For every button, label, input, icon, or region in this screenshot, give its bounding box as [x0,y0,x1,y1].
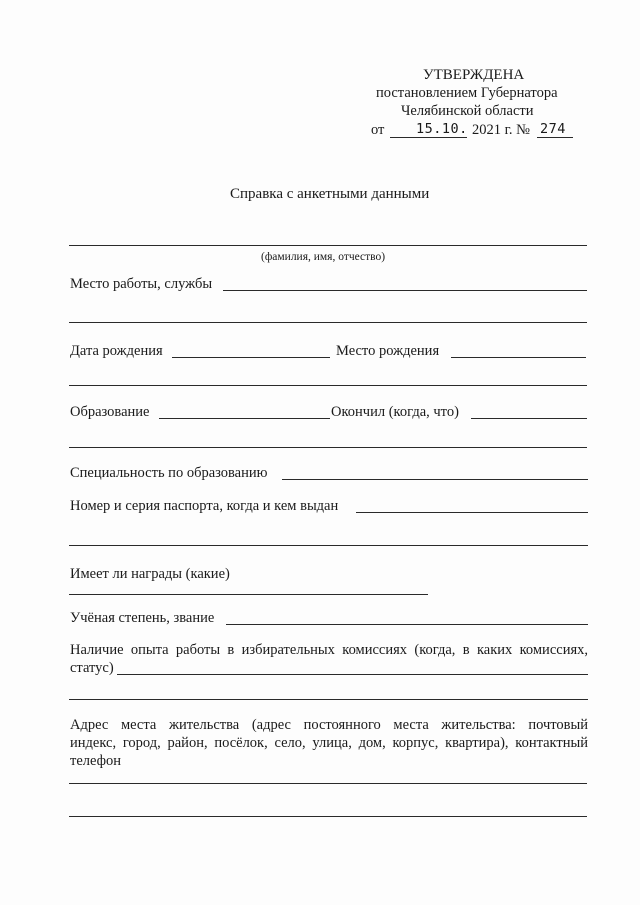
from-label: от [371,122,385,138]
decree-label: постановлением Губернатора [376,85,558,101]
experience-label-line2: статус) [70,660,114,676]
workplace-label: Место работы, службы [70,276,213,292]
workplace-line[interactable] [223,290,587,291]
approved-label: УТВЕРЖДЕНА [423,67,525,83]
birth-place-label: Место рождения [336,343,440,359]
address-label-line2: индекс, город, район, посёлок, село, улица, дом, корпус, квартира), контактный [70,735,588,751]
specialty-line[interactable] [282,479,588,480]
fio-caption: (фамилия, имя, отчество) [261,251,386,263]
education-label: Образование [70,404,150,420]
address-line-1[interactable] [69,783,587,784]
awards-label: Имеет ли награды (какие) [70,566,230,582]
birth-place-line[interactable] [451,357,586,358]
address-line-2[interactable] [69,816,587,817]
passport-line[interactable] [356,512,588,513]
experience-line[interactable] [117,674,588,675]
experience-label-line1: Наличие опыта работы в избирательных комиссиях (когда, в каких комиссиях, [70,642,588,658]
fio-line[interactable] [69,245,587,246]
decree-date: 15.10. [416,121,468,137]
birth-date-line[interactable] [172,357,330,358]
passport-label: Номер и серия паспорта, когда и кем выдан [70,498,339,514]
workplace-line-2[interactable] [69,322,587,323]
page-title: Справка с анкетными данными [230,186,430,202]
graduated-label: Окончил (когда, что) [331,404,459,420]
passport-line-2[interactable] [69,545,588,546]
birth-date-label: Дата рождения [70,343,163,359]
year-number-label: 2021 г. № [472,122,531,138]
degree-line[interactable] [226,624,588,625]
birth-place-line-2[interactable] [69,385,587,386]
address-label-line3: телефон [70,753,122,769]
education-line[interactable] [159,418,330,419]
experience-line-2[interactable] [69,699,588,700]
degree-label: Учёная степень, звание [70,610,215,626]
graduated-line[interactable] [471,418,587,419]
decree-number: 274 [540,121,566,137]
address-label-line1: Адрес места жительства (адрес постоянного места жительства: почтовый [70,717,588,733]
specialty-label: Специальность по образованию [70,465,268,481]
region-label: Челябинской области [401,103,534,119]
awards-line[interactable] [69,594,428,595]
graduated-line-2[interactable] [69,447,587,448]
